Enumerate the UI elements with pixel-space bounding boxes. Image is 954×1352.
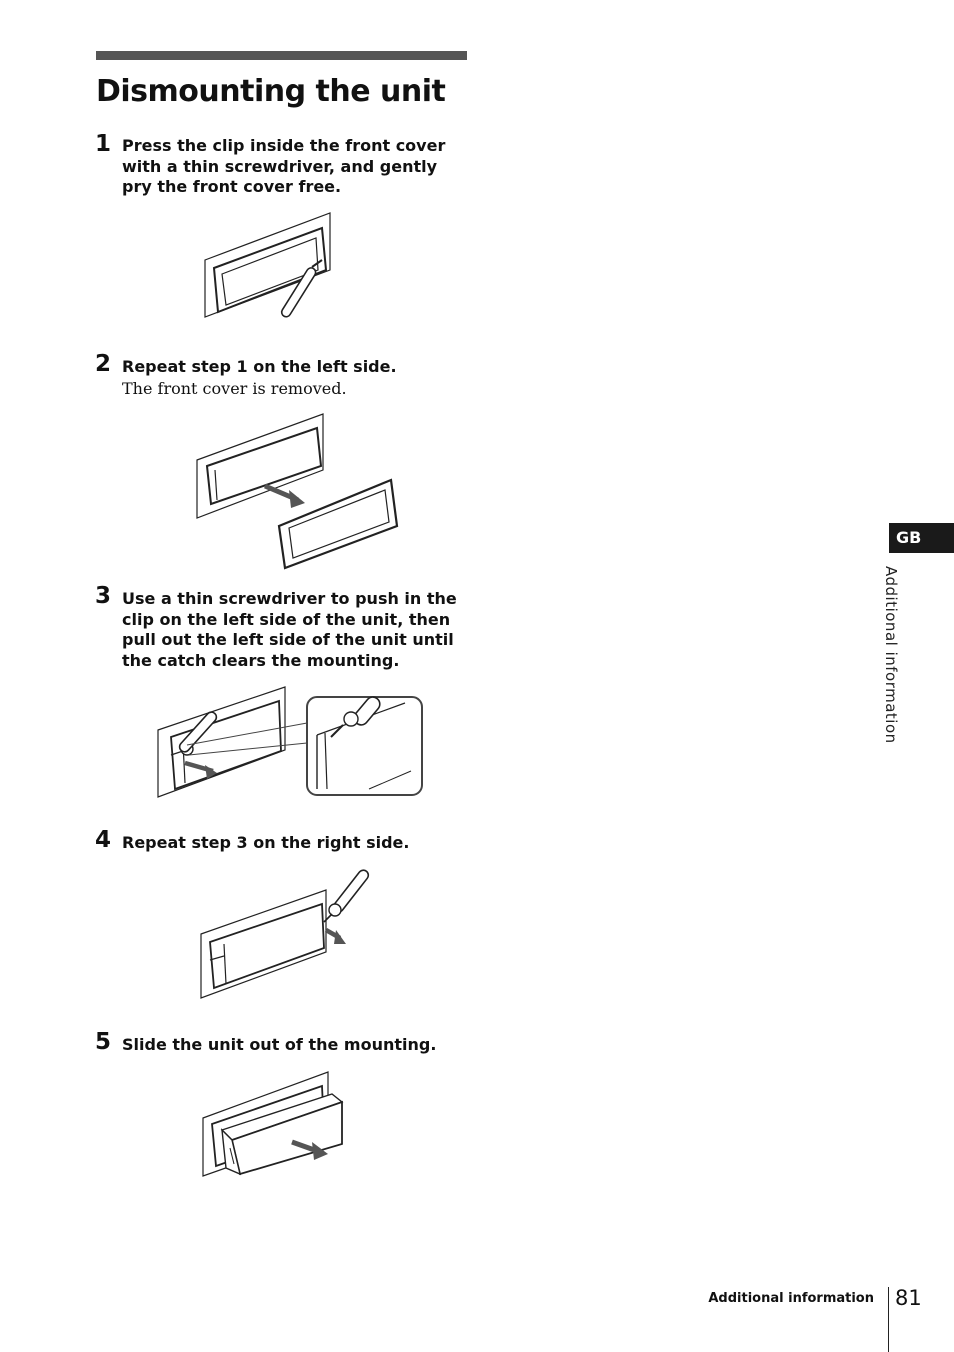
language-tab-gb: GB	[889, 523, 954, 553]
footer-section-name: Additional information	[708, 1291, 874, 1306]
step-3-number: 3	[95, 583, 112, 609]
page-title: Dismounting the unit	[96, 74, 446, 109]
step-2-number: 2	[95, 351, 112, 377]
step-1-number: 1	[95, 131, 112, 157]
section-side-label: Additional information	[882, 566, 900, 744]
step-1-text: Press the clip inside the front cover with a thin screwdriver, and gently pry the front cover free.	[122, 136, 446, 196]
step-2-text: Repeat step 1 on the left side.	[122, 357, 397, 376]
step-5-number: 5	[95, 1029, 112, 1055]
page-number: 81	[895, 1286, 922, 1310]
step-5-illustration	[200, 1068, 350, 1180]
step-2-note: The front cover is removed.	[122, 379, 347, 398]
step-2-illustration	[193, 410, 403, 570]
step-4-text: Repeat step 3 on the right side.	[122, 833, 410, 852]
title-rule	[96, 51, 467, 60]
step-1-illustration	[200, 210, 340, 325]
step-3-text: Use a thin screwdriver to push in the clip on the left side of the unit, then pull out the left side of the unit until the catch clears the mounting.	[122, 589, 457, 670]
step-4-illustration	[198, 864, 388, 1004]
footer-divider	[888, 1287, 889, 1352]
step-3-illustration	[155, 685, 430, 803]
step-5-text: Slide the unit out of the mounting.	[122, 1035, 437, 1054]
step-4-number: 4	[95, 827, 112, 853]
